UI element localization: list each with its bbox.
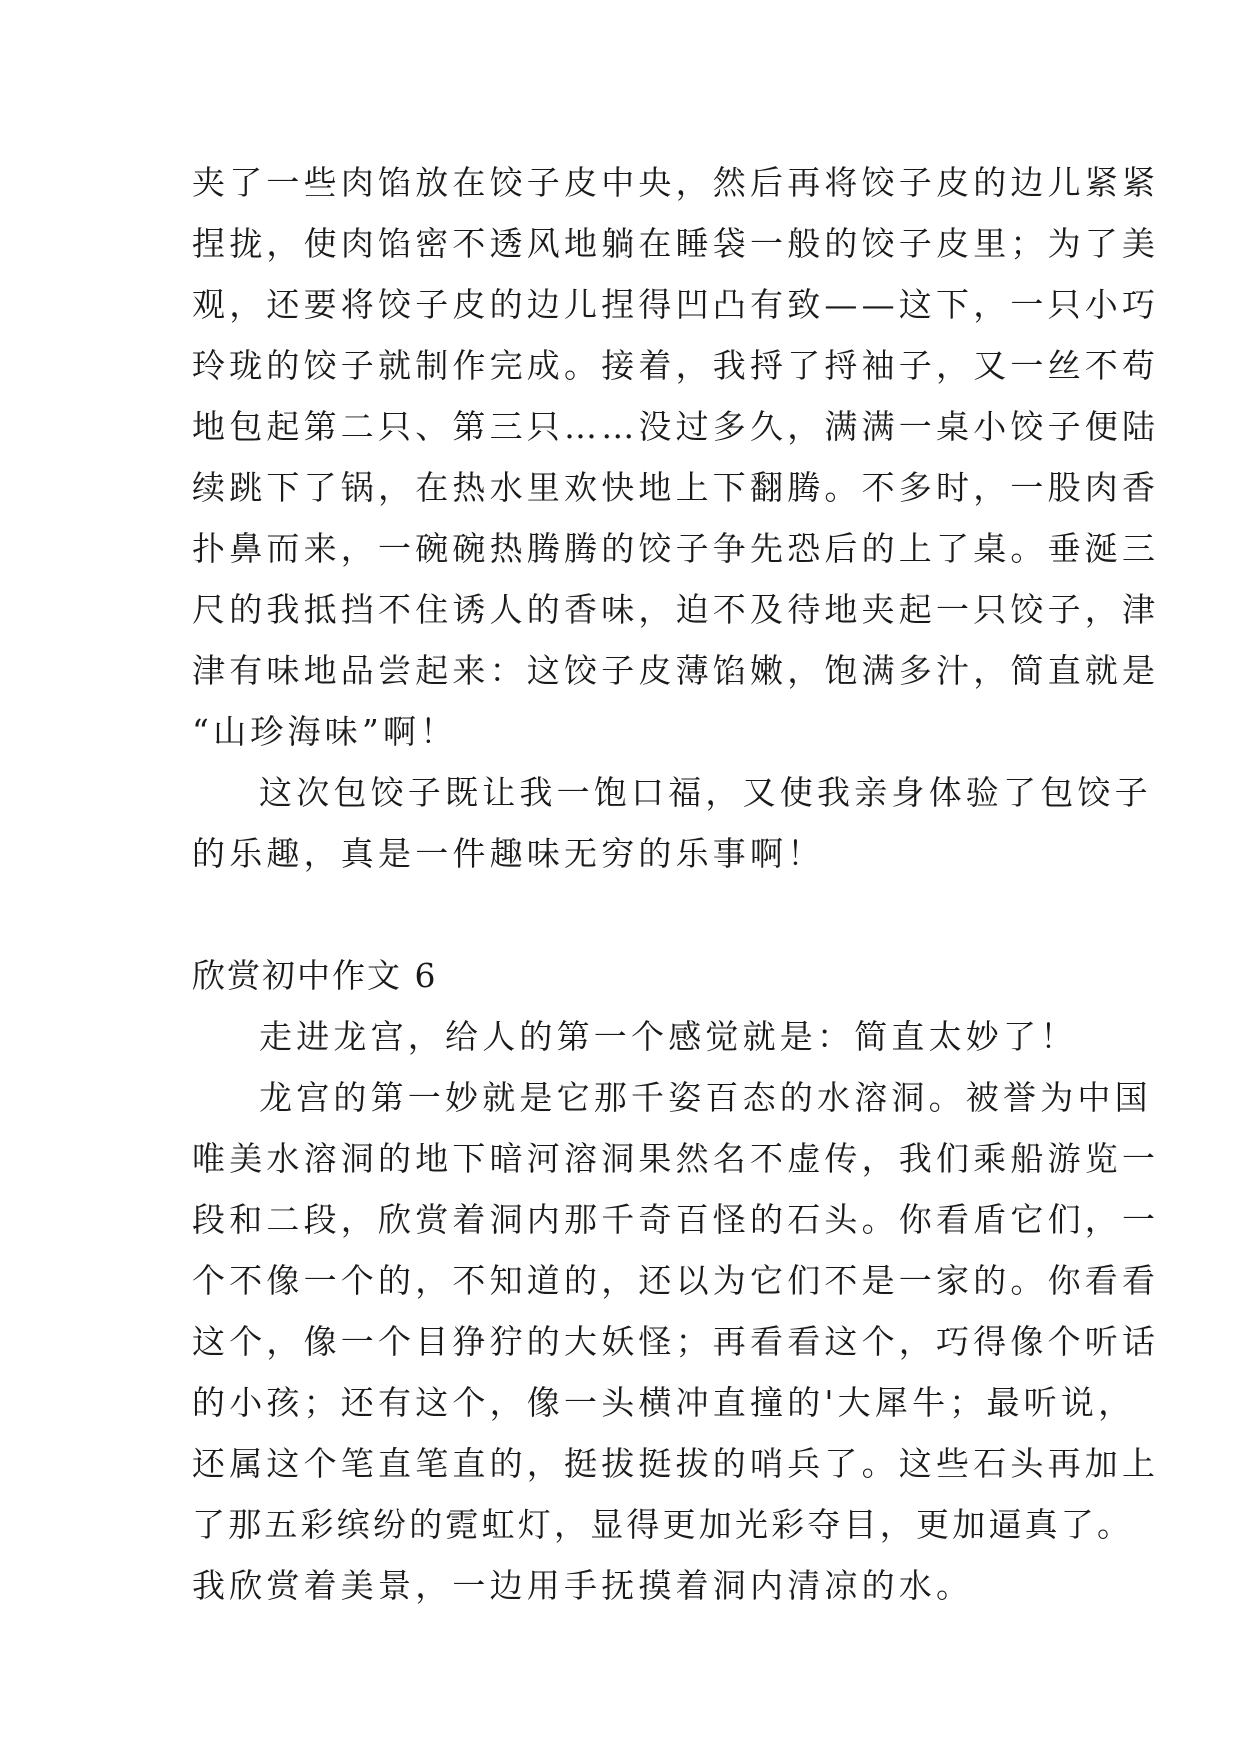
paragraph-line: 这个，像一个目狰狞的大妖怪；再看看这个，巧得像个听话 — [192, 1322, 1160, 1361]
paragraph-line: 续跳下了锅，在热水里欢快地上下翻腾。不多时，一股肉香 — [192, 468, 1160, 507]
paragraph-line: 龙宫的第一妙就是它那千姿百态的水溶洞。被誉为中国 — [259, 1078, 1152, 1117]
paragraph-line: 段和二段，欣赏着洞内那千奇百怪的石头。你看盾它们，一 — [192, 1200, 1160, 1239]
paragraph-line: 津有味地品尝起来：这饺子皮薄馅嫩，饱满多汁，简直就是 — [192, 651, 1160, 690]
paragraph-line: 观，还要将饺子皮的边儿捏得凹凸有致——这下，一只小巧 — [192, 285, 1160, 324]
paragraph-line: 玲珑的饺子就制作完成。接着，我捋了捋袖子，又一丝不苟 — [192, 346, 1160, 385]
paragraph-line: 尺的我抵挡不住诱人的香味，迫不及待地夹起一只饺子，津 — [192, 590, 1160, 629]
paragraph-line: 了那五彩缤纷的霓虹灯，显得更加光彩夺目，更加逼真了。 — [192, 1505, 1134, 1544]
paragraph-line: “山珍海味”啊！ — [192, 712, 458, 751]
paragraph-line: 唯美水溶洞的地下暗河溶洞果然名不虚传，我们乘船游览一 — [192, 1139, 1160, 1178]
paragraph-line: 扑鼻而来，一碗碗热腾腾的饺子争先恐后的上了桌。垂涎三 — [192, 529, 1160, 568]
paragraph-line: 捏拢，使肉馅密不透风地躺在睡袋一般的饺子皮里；为了美 — [192, 224, 1160, 263]
paragraph-line: 走进龙宫，给人的第一个感觉就是：简直太妙了！ — [259, 1017, 1078, 1056]
paragraph-line: 地包起第二只、第三只……没过多久，满满一桌小饺子便陆 — [192, 407, 1160, 446]
paragraph-line: 个不像一个的，不知道的，还以为它们不是一家的。你看看 — [192, 1261, 1160, 1300]
paragraph-line: 夹了一些肉馅放在饺子皮中央，然后再将饺子皮的边儿紧紧 — [192, 163, 1160, 202]
section-heading: 欣赏初中作文 6 — [192, 956, 438, 995]
paragraph-line: 的小孩；还有这个，像一头横冲直撞的'大犀牛；最听说， — [192, 1383, 1136, 1422]
paragraph-line: 还属这个笔直笔直的，挺拔挺拔的哨兵了。这些石头再加上 — [192, 1444, 1160, 1483]
paragraph-line: 这次包饺子既让我一饱口福，又使我亲身体验了包饺子 — [259, 773, 1152, 812]
paragraph-line: 我欣赏着美景，一边用手抚摸着洞内清凉的水。 — [192, 1566, 974, 1605]
paragraph-line: 的乐趣，真是一件趣味无穷的乐事啊！ — [192, 834, 825, 873]
